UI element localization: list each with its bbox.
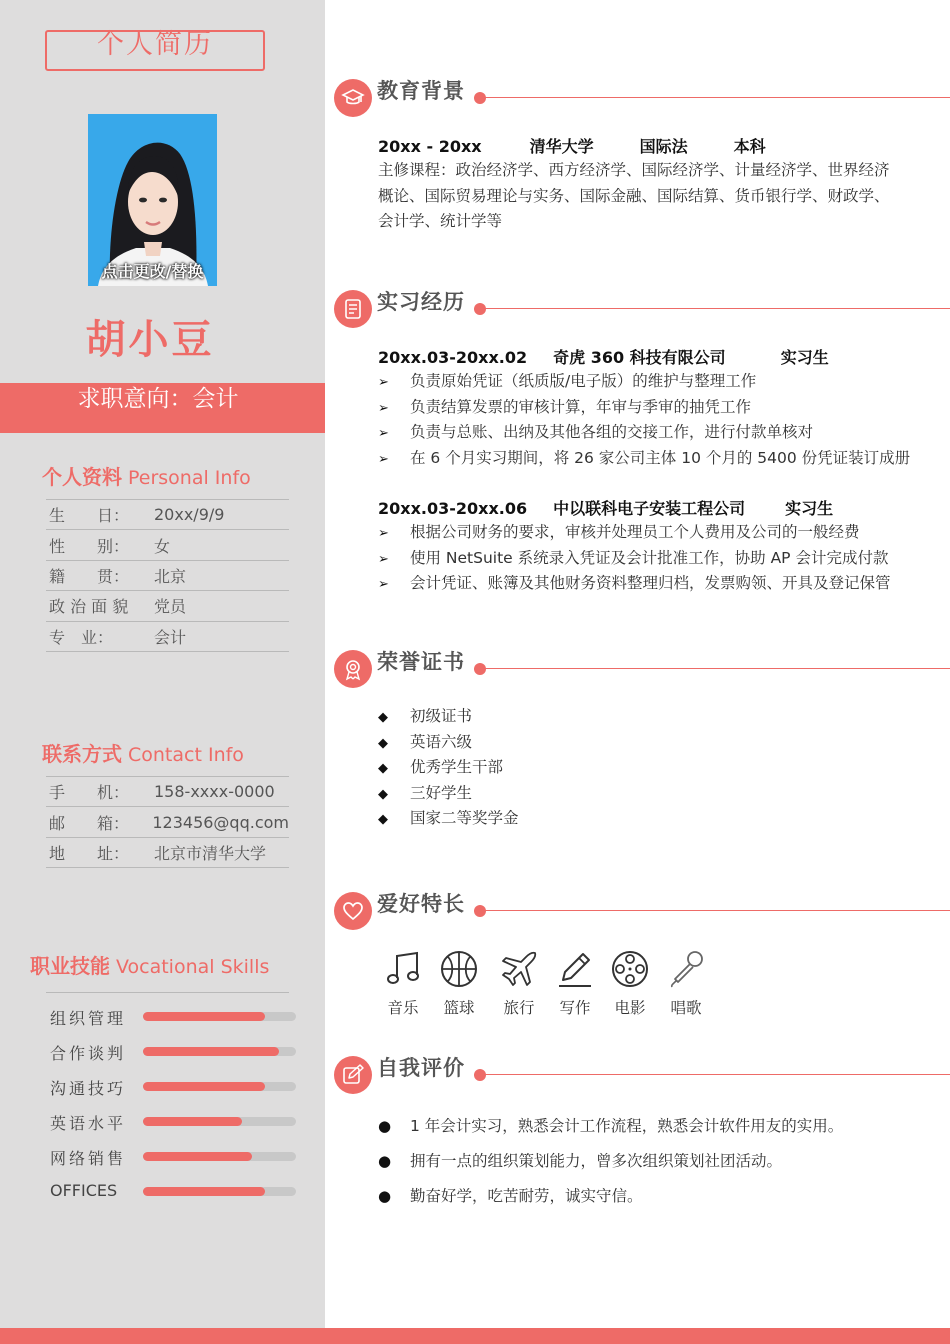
section-dot xyxy=(474,1069,486,1081)
skill-bar xyxy=(143,1187,296,1196)
arrow-bullet-icon: ➢ xyxy=(378,426,389,441)
info-label: 性 别： xyxy=(49,536,130,556)
info-value: 北京市清华大学 xyxy=(154,843,267,863)
list-item xyxy=(378,1113,843,1148)
hobby-label: 电影 xyxy=(614,999,646,1017)
job-duties xyxy=(378,520,891,597)
job-period: 20xx.03-20xx.02 xyxy=(378,348,528,367)
duty-text: 负责结算发票的审核计算，年审与季审的抽凭工作 xyxy=(410,397,752,416)
duty-text: 会计凭证、账簿及其他财务资料整理归档，发票购领、开具及登记保管 xyxy=(410,574,891,592)
airplane-icon xyxy=(499,948,539,990)
section-line xyxy=(485,97,950,98)
list-item xyxy=(378,369,910,395)
skill-row xyxy=(50,1041,300,1061)
duty-text: 使用 NetSuite 系统录入凭证及会计批准工作，协助 AP 会计完成付款 xyxy=(410,548,889,567)
job-company: 奇虎 360 科技有限公司 xyxy=(553,348,726,367)
hobby-singing xyxy=(658,948,714,1018)
hobby-music xyxy=(375,948,431,1018)
skill-bar xyxy=(143,1012,296,1021)
skill-row xyxy=(50,1181,300,1201)
education-summary xyxy=(378,134,766,157)
duty-text: 负责与总账、出纳及其他各组的交接工作，进行付款单核对 xyxy=(410,423,814,441)
hobby-movies xyxy=(602,948,658,1018)
info-label: 生 日： xyxy=(49,506,130,526)
contact-info-heading-cn: 联系方式 xyxy=(42,742,122,766)
film-reel-icon xyxy=(610,948,650,990)
list-item xyxy=(378,806,519,832)
job-header xyxy=(378,496,833,519)
skill-label: OFFICES xyxy=(50,1181,118,1200)
skill-bar-fill xyxy=(143,1187,265,1196)
award-icon xyxy=(334,650,372,688)
job-duties xyxy=(378,369,910,471)
job-role: 实习生 xyxy=(785,499,834,518)
skill-label: 网络销售 xyxy=(50,1149,127,1168)
info-value: 123456@qq.com xyxy=(152,812,289,832)
skills-heading-cn: 职业技能 xyxy=(30,954,110,978)
personal-info-table xyxy=(46,499,289,652)
diamond-bullet-icon: ◆ xyxy=(378,761,388,776)
info-value: 20xx/9/9 xyxy=(154,505,225,525)
hobby-label: 篮球 xyxy=(443,999,475,1017)
personal-info-heading-cn: 个人资料 xyxy=(42,465,122,489)
hobby-basketball xyxy=(431,948,487,1018)
duty-text: 负责原始凭证（纸质版/电子版）的维护与整理工作 xyxy=(410,372,757,390)
courses-line: 会计学、统计学等 xyxy=(378,212,503,230)
skills-heading-en: Vocational Skills xyxy=(116,956,270,978)
skill-bar xyxy=(143,1047,296,1056)
contact-row-address xyxy=(46,838,289,868)
skills-heading xyxy=(30,950,269,979)
personal-info-heading-en: Personal Info xyxy=(128,467,251,489)
arrow-bullet-icon: ➢ xyxy=(378,375,389,390)
info-row-hometown xyxy=(46,561,289,591)
self-eval-title: 自我评价 xyxy=(377,1056,465,1080)
job-period: 20xx.03-20xx.06 xyxy=(378,499,528,518)
skill-bar-fill xyxy=(143,1117,242,1126)
courses-line: 概论、国际贸易理论与实务、国际金融、国际结算、货币银行学、财政学、 xyxy=(378,186,890,205)
honor-text: 优秀学生干部 xyxy=(410,758,504,776)
photo-caption[interactable]: 点击更改/替换 xyxy=(101,262,204,281)
dot-bullet-icon: ● xyxy=(378,1152,392,1170)
microphone-icon xyxy=(666,948,706,990)
skill-row xyxy=(50,1006,300,1026)
arrow-bullet-icon: ➢ xyxy=(378,577,389,592)
info-label: 邮 箱： xyxy=(49,813,130,833)
education-period: 20xx - 20xx xyxy=(378,137,482,156)
arrow-bullet-icon: ➢ xyxy=(378,526,389,541)
document-icon xyxy=(334,290,372,328)
skill-label: 英语水平 xyxy=(50,1114,127,1133)
info-row-major xyxy=(46,622,289,652)
info-label: 手 机： xyxy=(49,783,130,803)
courses-line: 主修课程：政治经济学、西方经济学、国际经济学、计量经济学、世界经济 xyxy=(378,161,890,179)
info-row-gender xyxy=(46,530,289,560)
internship-title: 实习经历 xyxy=(377,290,465,314)
music-note-icon xyxy=(383,948,423,990)
heart-icon xyxy=(334,892,372,930)
honors-title: 荣誉证书 xyxy=(377,650,465,674)
honors-list xyxy=(378,704,519,832)
honor-text: 初级证书 xyxy=(410,707,473,725)
profile-photo[interactable] xyxy=(88,114,217,286)
job-header xyxy=(378,345,829,368)
skill-bar-fill xyxy=(143,1152,252,1161)
hobby-travel xyxy=(491,948,547,1018)
resume-title: 个人简历 xyxy=(97,29,213,60)
personal-info-heading xyxy=(42,461,251,490)
list-item xyxy=(378,1148,843,1183)
list-item xyxy=(378,520,891,546)
info-value: 女 xyxy=(154,536,171,556)
contact-row-email xyxy=(46,807,289,837)
skill-row xyxy=(50,1146,300,1166)
hobby-label: 写作 xyxy=(559,999,591,1017)
dot-bullet-icon: ● xyxy=(378,1187,392,1205)
list-item xyxy=(378,730,519,756)
list-item xyxy=(378,446,910,472)
info-value: 北京 xyxy=(154,566,187,586)
info-label: 地 址： xyxy=(49,843,130,863)
skill-bar-fill xyxy=(143,1047,279,1056)
honor-text: 英语六级 xyxy=(410,732,473,751)
diamond-bullet-icon: ◆ xyxy=(378,812,388,827)
pencil-icon xyxy=(555,948,595,990)
info-value: 党员 xyxy=(154,597,187,617)
contact-info-heading xyxy=(42,738,244,767)
education-school: 清华大学 xyxy=(529,137,594,156)
list-item xyxy=(378,420,910,446)
diamond-bullet-icon: ◆ xyxy=(378,786,388,802)
info-label: 专 业： xyxy=(49,627,114,647)
info-row-political xyxy=(46,591,289,621)
arrow-bullet-icon: ➢ xyxy=(378,451,389,467)
dot-bullet-icon: ● xyxy=(378,1117,392,1135)
hobbies-title: 爱好特长 xyxy=(377,892,465,916)
section-dot xyxy=(474,92,486,104)
skill-row xyxy=(50,1076,300,1096)
arrow-bullet-icon: ➢ xyxy=(378,551,389,567)
list-item xyxy=(378,571,891,597)
job-intent: 求职意向：会计 xyxy=(77,386,239,412)
list-item xyxy=(378,704,519,730)
graduation-cap-icon xyxy=(334,79,372,117)
honor-text: 三好学生 xyxy=(410,783,473,802)
section-dot xyxy=(474,303,486,315)
skill-bar xyxy=(143,1152,296,1161)
skill-bar-fill xyxy=(143,1082,265,1091)
skill-bar xyxy=(143,1117,296,1126)
info-label: 籍 贯： xyxy=(49,566,130,586)
skill-label: 组织管理 xyxy=(50,1009,127,1028)
list-item xyxy=(378,546,891,572)
duty-text: 根据公司财务的要求，审核并处理员工个人费用及公司的一般经费 xyxy=(410,523,860,541)
contact-row-phone xyxy=(46,777,289,807)
diamond-bullet-icon: ◆ xyxy=(378,710,388,725)
basketball-icon xyxy=(439,948,479,990)
contact-info-table xyxy=(46,776,289,868)
job-company: 中以联科电子安装工程公司 xyxy=(553,499,746,518)
skill-bar xyxy=(143,1082,296,1091)
section-line xyxy=(485,1074,950,1075)
candidate-name: 胡小豆 xyxy=(85,317,215,363)
list-item xyxy=(378,781,519,807)
eval-text: 1 年会计实习，熟悉会计工作流程，熟悉会计软件用友的实用。 xyxy=(410,1117,844,1135)
contact-info-heading-en: Contact Info xyxy=(128,744,244,766)
eval-text: 勤奋好学，吃苦耐劳，诚实守信。 xyxy=(410,1187,643,1205)
section-dot xyxy=(474,663,486,675)
job-role: 实习生 xyxy=(780,348,829,367)
list-item xyxy=(378,1183,843,1218)
info-value: 158-xxxx-0000 xyxy=(154,782,275,802)
education-degree: 本科 xyxy=(733,137,766,156)
arrow-bullet-icon: ➢ xyxy=(378,400,389,416)
edit-icon xyxy=(334,1056,372,1094)
section-line xyxy=(485,910,950,911)
honor-text: 国家二等奖学金 xyxy=(410,809,519,827)
diamond-bullet-icon: ◆ xyxy=(378,735,388,751)
skill-bar-fill xyxy=(143,1012,265,1021)
eval-text: 拥有一点的组织策划能力，曾多次组织策划社团活动。 xyxy=(410,1152,783,1170)
info-label: 政 治 面 貌 xyxy=(49,597,129,617)
skill-row xyxy=(50,1111,300,1131)
education-major: 国际法 xyxy=(639,137,688,156)
education-title: 教育背景 xyxy=(377,79,465,103)
section-dot xyxy=(474,905,486,917)
hobby-label: 音乐 xyxy=(387,999,419,1017)
duty-text: 在 6 个月实习期间，将 26 家公司主体 10 个月的 5400 份凭证装订成册 xyxy=(410,448,911,467)
section-line xyxy=(485,308,950,309)
list-item xyxy=(378,755,519,781)
hobby-writing xyxy=(547,948,603,1018)
skill-label: 合作谈判 xyxy=(50,1044,127,1063)
self-eval-list xyxy=(378,1113,843,1218)
skill-label: 沟通技巧 xyxy=(50,1079,127,1098)
section-line xyxy=(485,668,950,669)
skills-divider xyxy=(46,992,289,993)
list-item xyxy=(378,395,910,421)
bottom-bar xyxy=(0,1328,950,1344)
hobby-label: 唱歌 xyxy=(670,999,702,1017)
info-value: 会计 xyxy=(154,627,187,647)
education-courses xyxy=(378,158,890,235)
info-row-birthday xyxy=(46,500,289,530)
hobby-label: 旅行 xyxy=(503,999,535,1017)
